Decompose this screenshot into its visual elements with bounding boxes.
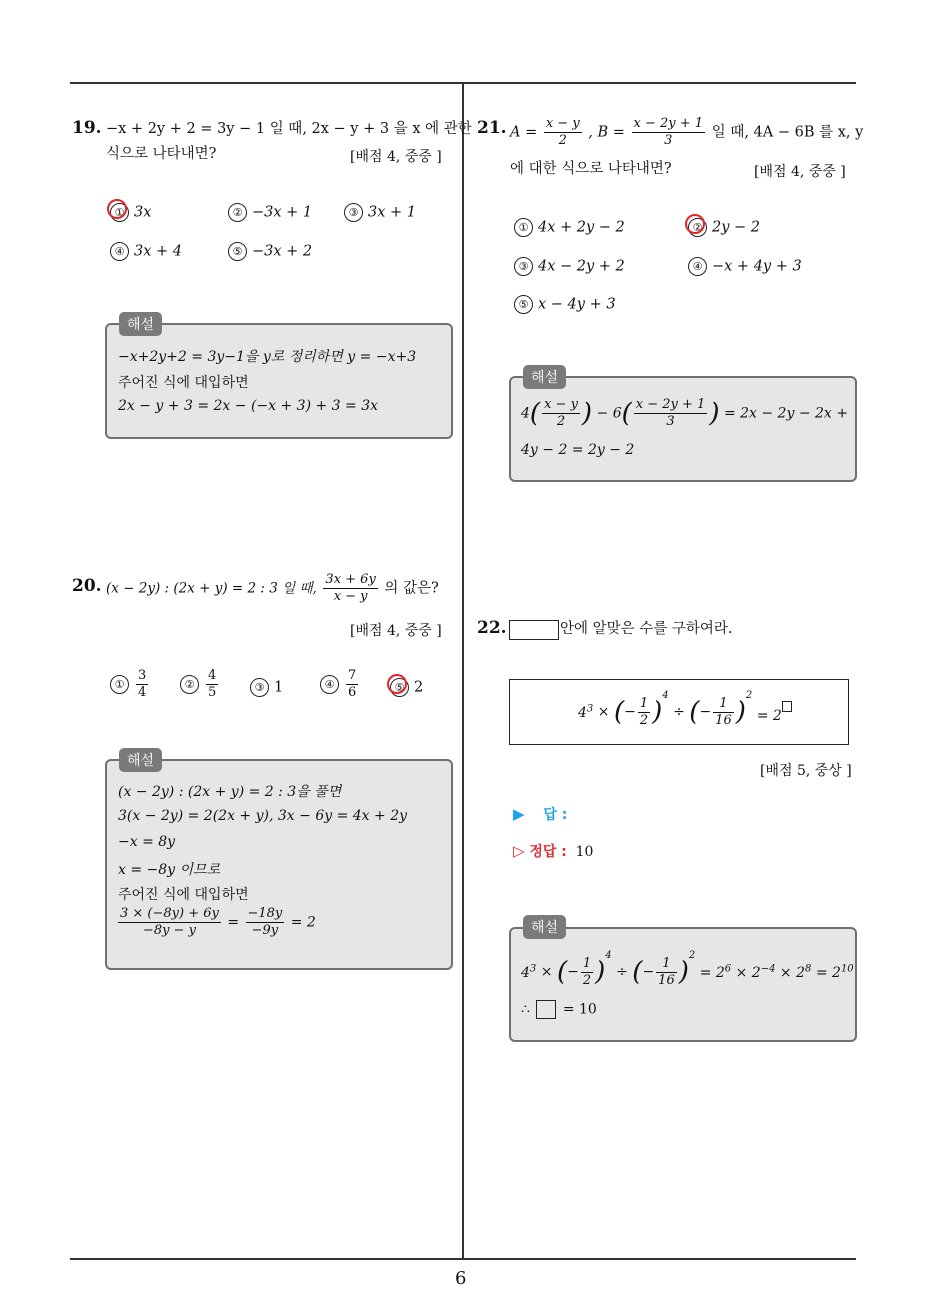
q20-option-2[interactable]: ② $\frac{4}{5}$ (180, 668, 220, 701)
q20-solution-line3: −x = 8y (118, 834, 176, 850)
key-value: 10 (575, 844, 594, 860)
question-20-number: 20. (72, 576, 102, 596)
question-21-score: [배점 4, 중중 ] (754, 164, 846, 180)
question-22-number: 22. (477, 618, 507, 638)
bottom-rule (70, 1258, 856, 1260)
q19-solution-tag: 해설 (119, 312, 162, 336)
selected-answer-mark (107, 199, 127, 219)
q20-solution-line4: x = −8y 이므로 (118, 862, 221, 878)
question-20-stem: (x − 2y) : (2x + y) = 2 : 3 일 때, $\frac{3x + 6y}{x - y}$ 의 값은? (106, 572, 439, 604)
answer-label: 답 : (543, 807, 568, 823)
question-19-number: 19. (72, 118, 102, 138)
q19-option-1[interactable]: ① 3x (110, 203, 151, 222)
question-19-score: [배점 4, 중중 ] (350, 149, 442, 165)
q22-solution-line1: $4^3$ × (− $\frac{1}{2}$ )$^4$ ÷ (− $\frac{1}{16}$ )$^2 = 2^6 \times 2^{-4} \times 2^8 = 2^{10}$ (521, 950, 854, 988)
q20-solution-tag: 해설 (119, 748, 162, 772)
q19-solution-line3: 2x − y + 3 = 2x − (−x + 3) + 3 = 3x (118, 398, 379, 414)
key-row (513, 841, 593, 861)
q20-option-4[interactable]: ④ $\frac{7}{6}$ (320, 668, 360, 701)
q20-solution-line6: $\frac{3 \times (-8y) + 6y}{-8y - y}$ = $\frac{-18y}{-9y}$ = 2 (120, 906, 316, 938)
q20-solution-line1: (x − 2y) : (2x + y) = 2 : 3을 풀면 (118, 784, 342, 800)
question-21-line1: A = $\frac{x - y}{2}$ , B = $\frac{x - 2y + 1}{3}$ 일 때, 4A − 6B 를 x, y (510, 116, 864, 148)
answer-blank (536, 1000, 556, 1019)
q20-solution-line5: 주어진 식에 대입하면 (118, 887, 249, 903)
selected-answer-mark (685, 214, 705, 234)
play-icon: ▶ (513, 805, 525, 823)
question-22-score: [배점 5, 중상 ] (760, 763, 852, 779)
exponent-blank (782, 701, 792, 712)
q19-option-4[interactable]: ④ 3x + 4 (110, 242, 182, 261)
q19-option-2[interactable]: ② −3x + 1 (228, 203, 312, 222)
q21-option-4[interactable]: ④ −x + 4y + 3 (688, 257, 802, 276)
q19-option-5[interactable]: ⑤ −3x + 2 (228, 242, 312, 261)
q21-option-5[interactable]: ⑤ x − 4y + 3 (514, 295, 616, 314)
column-divider (462, 82, 464, 1260)
q21-option-1[interactable]: ① 4x + 2y − 2 (514, 218, 625, 237)
q19-solution-line2: 주어진 식에 대입하면 (118, 375, 249, 391)
question-22-blank-box (509, 620, 559, 640)
question-21-number: 21. (477, 118, 507, 138)
question-19-line1: −x + 2y + 2 = 3y − 1 일 때, 2x − y + 3 을 x 에 관한 (106, 121, 472, 137)
question-20-fraction: $\frac{3x + 6y}{x - y}$ (325, 572, 376, 604)
q21-solution-line1: 4( $\frac{x - y}{2}$ ) − 6( $\frac{x - 2y + 1}{3}$ ) = 2x − 2y − 2x + (521, 397, 848, 429)
q21-option-2[interactable]: ② 2y − 2 (688, 218, 760, 237)
answer-row[interactable] (513, 804, 567, 824)
q20-solution-line2: 3(x − 2y) = 2(2x + y), 3x − 6y = 4x + 2y (118, 808, 408, 824)
q20-option-5[interactable]: ⑤ 2 (390, 678, 423, 697)
q20-option-3[interactable]: ③ 1 (250, 678, 283, 697)
key-label: 정답 : (529, 844, 567, 860)
question-20-score: [배점 4, 중중 ] (350, 623, 442, 639)
q19-solution-line1: −x+2y+2 = 3y−1을 y로 정리하면 y = −x+3 (118, 349, 417, 365)
q22-solution-tag: 해설 (523, 915, 566, 939)
q19-option-3[interactable]: ③ 3x + 1 (344, 203, 416, 222)
q21-solution-tag: 해설 (523, 365, 566, 389)
q21-solution-line2: 4y − 2 = 2y − 2 (521, 442, 635, 458)
selected-answer-mark (387, 674, 407, 694)
page-number: 6 (455, 1268, 467, 1289)
question-22-prompt: 안에 알맞은 수를 구하여라. (560, 621, 733, 637)
question-19-line2: 식으로 나타내면? (106, 146, 217, 162)
q22-expression: $4^3$ × (− $\frac{1}{2}$ )$^4$ ÷ (− $\frac{1}{16}$ )$^2$ = 2 (578, 690, 792, 729)
q22-solution-line2: ∴ = 10 (521, 1001, 597, 1018)
play-outline-icon: ▷ (513, 842, 525, 860)
q21-option-3[interactable]: ③ 4x − 2y + 2 (514, 257, 625, 276)
question-21-line2: 에 대한 식으로 나타내면? (510, 161, 672, 177)
q20-option-1[interactable]: ① $\frac{3}{4}$ (110, 668, 150, 701)
